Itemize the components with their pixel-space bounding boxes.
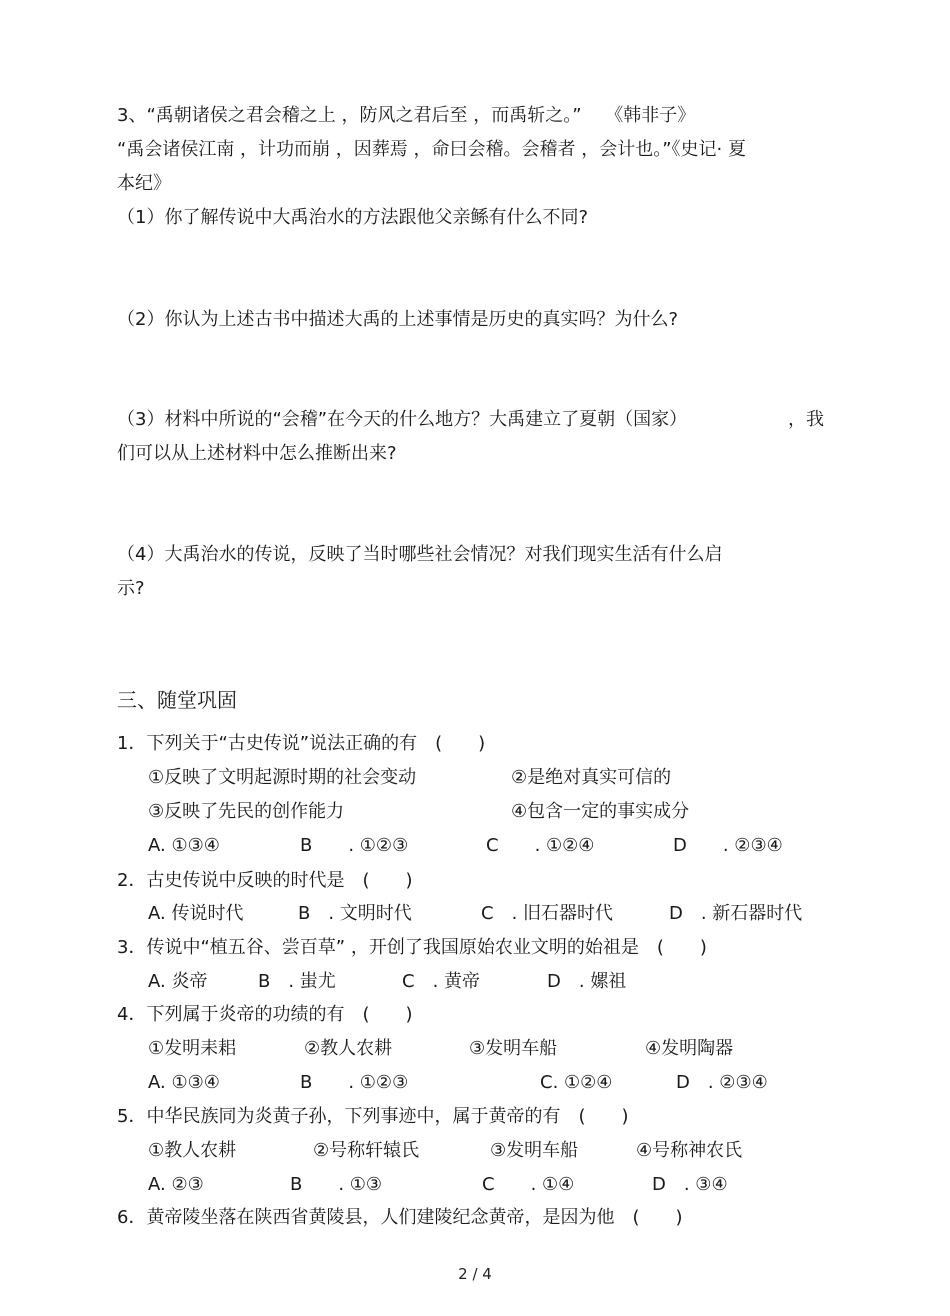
question-2: （2）你认为上述古书中描述大禹的上述事情是历史的真实吗？为什么? (117, 309, 679, 330)
item-4-statement-4: ④发明陶器 (645, 1038, 734, 1059)
material-line-1: 3、“禹朝诸侯之君会稽之上 ，防风之君后至 ，而禹斩之。” 《韩非子》 (117, 105, 696, 126)
item-4-statement-3: ③发明车船 (469, 1038, 558, 1059)
item-3-stem: 3．传说中“植五谷、尝百草” ，开创了我国原始农业文明的始祖是 ( ) (117, 937, 707, 958)
item-5-choice-b: B . ①③ (290, 1174, 383, 1195)
item-5-statement-4: ④号称神农氏 (636, 1140, 743, 1161)
item-4-choice-a: A. ①③④ (148, 1072, 220, 1093)
question-3-line-1: （3）材料中所说的“会稽”在今天的什么地方？大禹建立了夏朝（国家） (117, 409, 688, 430)
item-1-statement-3: ③反映了先民的创作能力 (148, 801, 345, 822)
item-5-statement-3: ③发明车船 (490, 1140, 579, 1161)
page-number: 2 / 4 (458, 1265, 492, 1283)
item-3-choice-b: B . 蚩尤 (258, 971, 336, 992)
section-title: 三、随堂巩固 (117, 688, 237, 712)
item-2-choice-d: D . 新石器时代 (669, 903, 803, 924)
material-line-3: 本纪》 (117, 173, 171, 194)
question-3-tail: ，我 (788, 409, 824, 430)
item-2-stem: 2．古史传说中反映的时代是 ( ) (117, 870, 413, 891)
item-4-statement-1: ①发明耒耜 (148, 1038, 237, 1059)
item-4-choice-d: D . ②③④ (676, 1072, 768, 1093)
item-5-statement-2: ②号称轩辕氏 (313, 1140, 420, 1161)
question-4-line-1: （4）大禹治水的传说，反映了当时哪些社会情况？对我们现实生活有什么启 (117, 544, 723, 565)
item-4-choice-c: C. ①②④ (540, 1072, 613, 1093)
item-4-choice-b: B . ①②③ (300, 1072, 409, 1093)
question-3-line-2: 们可以从上述材料中怎么推断出来? (117, 443, 397, 464)
item-2-choice-c: C . 旧石器时代 (481, 903, 614, 924)
item-5-statement-1: ①教人农耕 (148, 1140, 237, 1161)
item-5-choice-d: D . ③④ (652, 1174, 728, 1195)
question-4-line-2: 示? (117, 578, 145, 599)
item-4-stem: 4．下列属于炎帝的功绩的有 ( ) (117, 1004, 413, 1025)
material-line-2: “禹会诸侯江南 ，计功而崩 ，因葬焉 ，命曰会稽。会稽者 ，会计也。”《史记· 夏 (117, 139, 746, 160)
item-2-choice-b: B . 文明时代 (298, 903, 412, 924)
item-6-stem: 6．黄帝陵坐落在陕西省黄陵县，人们建陵纪念黄帝，是因为他 ( ) (117, 1207, 683, 1228)
item-1-statement-1: ①反映了文明起源时期的社会变动 (148, 767, 417, 788)
item-1-choice-a: A. ①③④ (148, 835, 220, 856)
item-3-choice-a: A. 炎帝 (148, 971, 208, 992)
question-1: （1）你了解传说中大禹治水的方法跟他父亲鲧有什么不同? (117, 207, 589, 228)
item-5-choice-c: C . ①④ (482, 1174, 575, 1195)
item-5-stem: 5．中华民族同为炎黄子孙，下列事迹中，属于黄帝的有 ( ) (117, 1106, 629, 1127)
item-2-choice-a: A. 传说时代 (148, 903, 244, 924)
item-1-choice-b: B . ①②③ (300, 835, 409, 856)
item-5-choice-a: A. ②③ (148, 1174, 204, 1195)
item-1-choice-c: C . ①②④ (486, 835, 595, 856)
item-1-statement-2: ②是绝对真实可信的 (511, 767, 672, 788)
item-1-statement-4: ④包含一定的事实成分 (511, 801, 690, 822)
item-1-choice-d: D . ②③④ (673, 835, 783, 856)
item-4-statement-2: ②教人农耕 (304, 1038, 393, 1059)
item-3-choice-c: C . 黄帝 (402, 971, 481, 992)
item-1-stem: 1．下列关于“古史传说”说法正确的有 ( ) (117, 733, 486, 754)
item-3-choice-d: D . 嫘祖 (547, 971, 627, 992)
